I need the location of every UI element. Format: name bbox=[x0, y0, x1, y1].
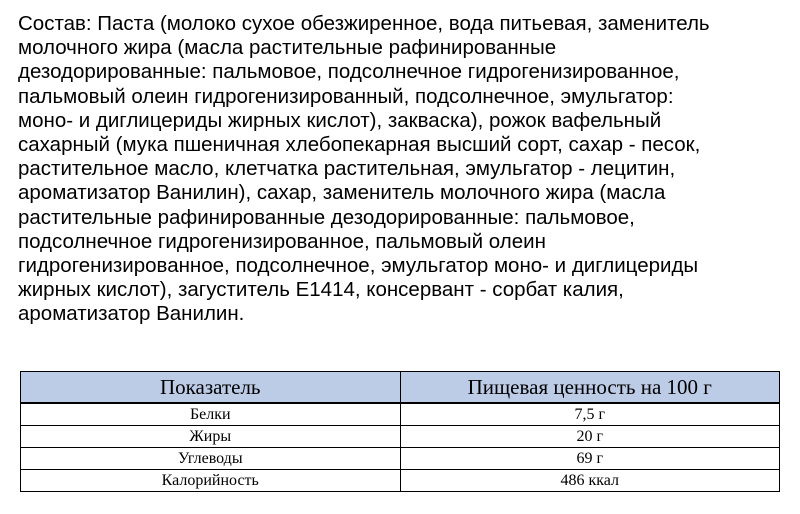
composition-line: дезодорированные: пальмовое, подсолнечное гидрогенизированное, bbox=[18, 60, 680, 84]
composition-text bbox=[18, 12, 788, 327]
column-header-value: Пищевая ценность на 100 г bbox=[400, 372, 779, 404]
composition-line: подсолнечное гидрогенизированное, пальмовый олеин bbox=[18, 229, 546, 253]
composition-line: ароматизатор Ванилин), сахар, заменитель молочного жира (масла bbox=[18, 181, 666, 205]
row-value: 486 ккал bbox=[400, 470, 779, 492]
row-name: Углеводы bbox=[21, 448, 401, 470]
composition-line: растительное масло, клетчатка растительная, эмульгатор - лецитин, bbox=[18, 157, 676, 181]
composition-line: ароматизатор Ванилин. bbox=[18, 302, 245, 326]
table-row bbox=[21, 403, 780, 426]
table-row bbox=[21, 448, 780, 470]
composition-line: пальмовый олеин гидрогенизированный, подсолнечное, эмульгатор: bbox=[18, 84, 674, 108]
composition-line: молочного жира (масла растительные рафинированные bbox=[18, 36, 557, 60]
composition-line: Состав: Паста (молоко сухое обезжиренное, вода питьевая, заменитель bbox=[18, 12, 710, 35]
table-header-row bbox=[21, 372, 780, 404]
composition-line: сахарный (мука пшеничная хлебопекарная высший сорт, сахар - песок, bbox=[18, 133, 701, 157]
row-value: 20 г bbox=[400, 426, 779, 448]
table-row bbox=[21, 426, 780, 448]
row-value: 69 г bbox=[400, 448, 779, 470]
row-name: Калорийность bbox=[21, 470, 401, 492]
composition-line: моно- и диглицериды жирных кислот), закваска), рожок вафельный bbox=[18, 108, 662, 132]
row-value: 7,5 г bbox=[400, 403, 779, 426]
column-header-indicator: Показатель bbox=[21, 372, 401, 404]
row-name: Жиры bbox=[21, 426, 401, 448]
composition-line: жирных кислот), загуститель Е1414, консервант - сорбат калия, bbox=[18, 278, 624, 302]
row-name: Белки bbox=[21, 403, 401, 426]
composition-line: растительные рафинированные дезодорированные: пальмовое, bbox=[18, 205, 635, 229]
composition-line: гидрогенизированное, подсолнечное, эмульгатор моно- и диглицериды bbox=[18, 254, 699, 278]
nutrition-table bbox=[20, 371, 780, 492]
table-row bbox=[21, 470, 780, 492]
